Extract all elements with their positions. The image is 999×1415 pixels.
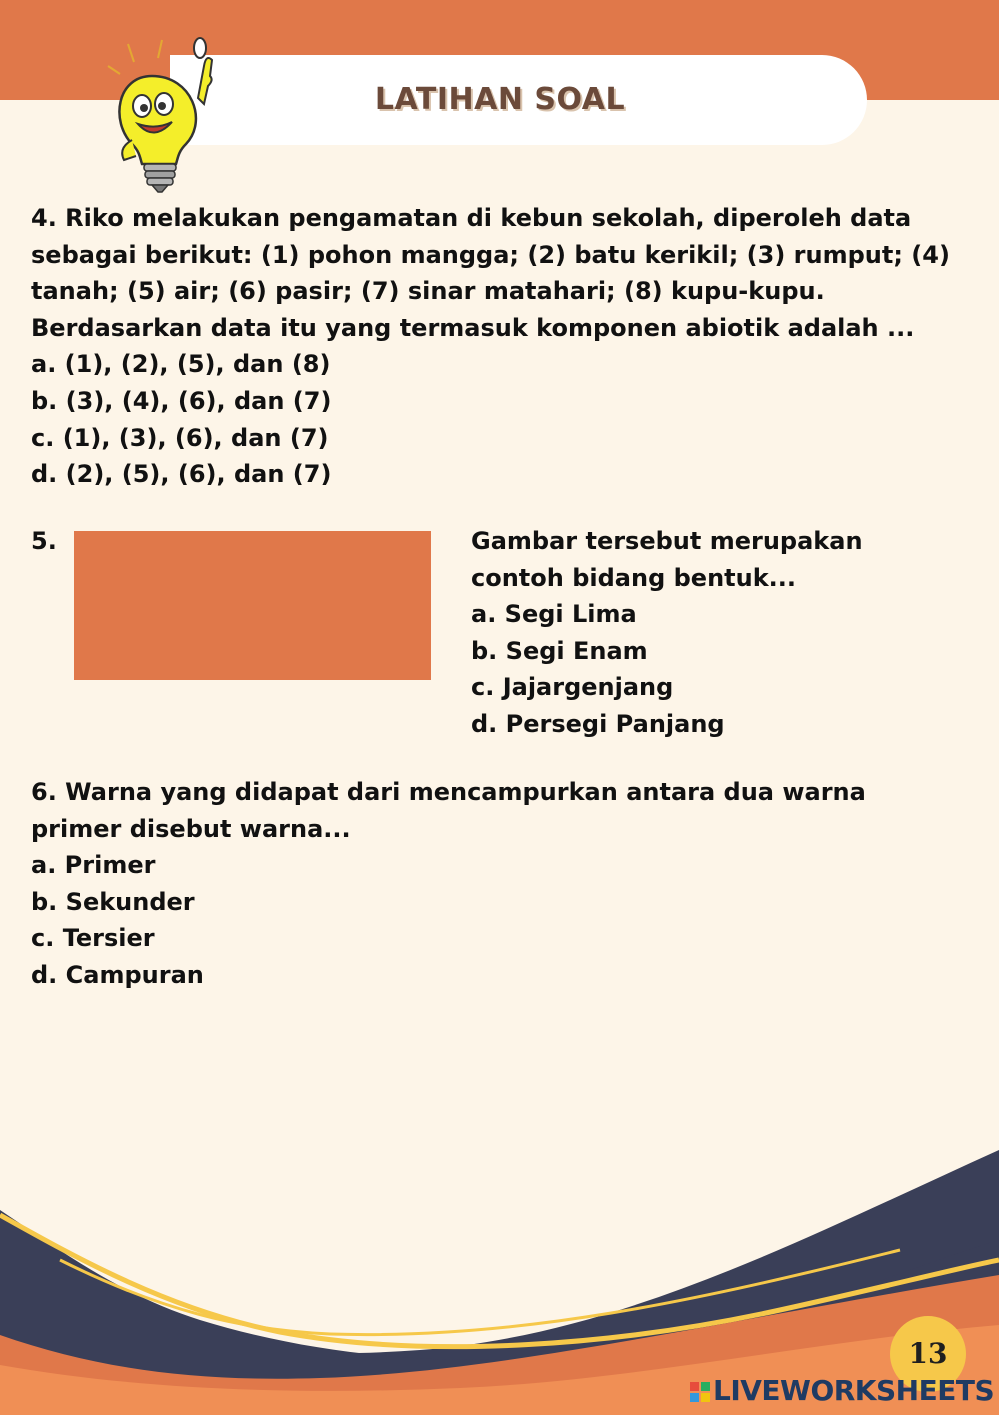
decorative-waves — [0, 1120, 999, 1415]
question-5-number: 5. — [31, 527, 57, 555]
question-6-option-c: c. Tersier — [31, 924, 155, 953]
question-5-option-c: c. Jajargenjang — [471, 673, 674, 702]
question-5-option-b: b. Segi Enam — [471, 636, 648, 665]
question-4-option-c: c. (1), (3), (6), dan (7) — [31, 423, 329, 452]
question-4-option-a: a. (1), (2), (5), dan (8) — [31, 350, 331, 379]
liveworksheets-logo — [690, 1374, 994, 1408]
page-title: LATIHAN SOAL — [374, 82, 626, 117]
lightbulb-mascot-icon — [92, 36, 222, 196]
title-banner — [170, 55, 867, 145]
page-number: 13 — [890, 1316, 966, 1392]
question-4 — [31, 200, 961, 493]
question-6-text: 6. Warna yang didapat dari mencampurkan antara dua warna primer disebut warna... — [31, 778, 866, 843]
question-5-body — [471, 523, 863, 743]
question-5-option-a: a. Segi Lima — [471, 600, 637, 629]
question-6-option-d: d. Campuran — [31, 960, 204, 989]
liveworksheets-brand-text: LIVEWORKSHEETS — [713, 1374, 995, 1407]
question-5-text-line-1: Gambar tersebut merupakan — [471, 527, 863, 555]
question-5 — [31, 523, 961, 753]
question-4-option-d: d. (2), (5), (6), dan (7) — [31, 460, 332, 489]
question-5-option-d: d. Persegi Panjang — [471, 709, 725, 738]
question-4-option-b: b. (3), (4), (6), dan (7) — [31, 386, 332, 415]
liveworksheets-logo-icon — [690, 1382, 710, 1402]
question-6-option-b: b. Sekunder — [31, 887, 195, 916]
question-5-text-line-2: contoh bidang bentuk... — [471, 563, 797, 592]
rectangle-shape-image — [74, 531, 431, 680]
question-6-option-a: a. Primer — [31, 851, 156, 880]
worksheet-content — [31, 200, 961, 989]
question-6 — [31, 774, 961, 994]
question-4-text: 4. Riko melakukan pengamatan di kebun sekolah, diperoleh data sebagai berikut: (1) pohon mangga; (2) batu kerikil; (3) rumput; (4) tanah; (5) air; (6) pasir; (7) sinar matahari; (8) kupu-kupu. Berdasarkan data itu yang termasuk komponen abiotik adalah ... — [31, 204, 950, 342]
